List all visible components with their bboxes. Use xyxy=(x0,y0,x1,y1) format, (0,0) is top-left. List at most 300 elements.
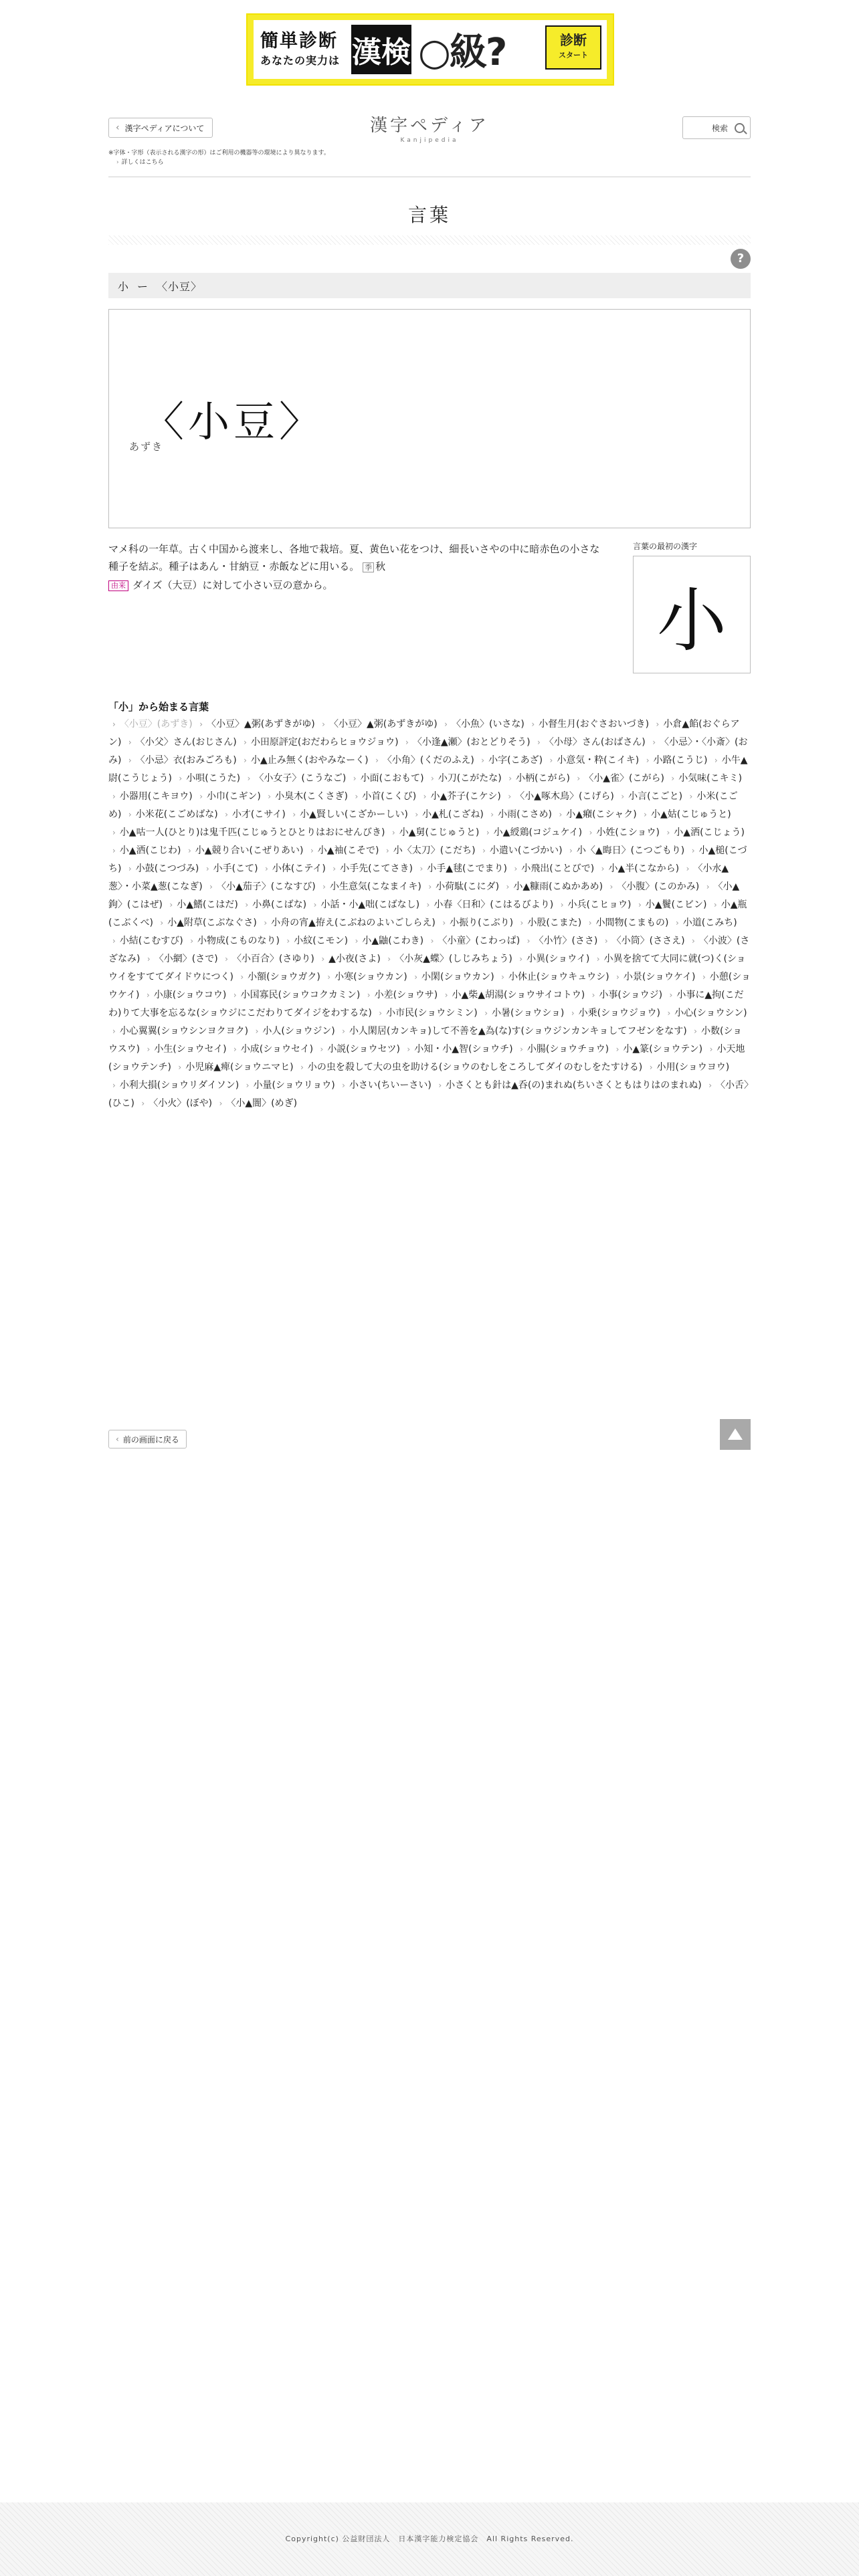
chevron-right-icon: › xyxy=(675,918,679,928)
related-word-label: 小春〈日和〉(こはるびより) xyxy=(434,899,554,910)
related-word-item[interactable] xyxy=(401,737,531,748)
season-mark: 季 xyxy=(363,562,374,572)
chevron-right-icon: › xyxy=(128,810,132,819)
related-word-item[interactable] xyxy=(108,827,385,838)
chevron-left-icon: ‹ xyxy=(116,122,120,133)
chevron-right-icon: › xyxy=(709,1045,713,1054)
related-word-item[interactable] xyxy=(338,1026,687,1037)
meaning-text: マメ科の一年草。古く中国から渡来し、各地で栽培。夏、黄色い花をつけ、細長いさやの中に暗赤色の小さな種子を結ぶ。種子はあん・甘納豆・赤飯などに用いる。 xyxy=(108,543,600,572)
related-word-item xyxy=(108,719,193,730)
related-word-item[interactable] xyxy=(415,863,507,874)
related-word-item[interactable] xyxy=(388,827,480,838)
chevron-right-icon: › xyxy=(591,990,595,1000)
related-word-item[interactable] xyxy=(351,791,416,802)
related-word-label: 〈小竹〉(ささ) xyxy=(534,936,598,946)
related-word-item[interactable] xyxy=(142,990,226,1000)
related-word-label: 小田原評定(おだわらヒョウジョウ) xyxy=(250,737,399,748)
related-word-item[interactable] xyxy=(124,737,237,748)
chevron-right-icon: › xyxy=(405,738,409,747)
search-icon xyxy=(735,123,745,133)
related-word-label: 小〈▲晦日〉(こつごもり) xyxy=(576,845,685,856)
related-word-item[interactable] xyxy=(382,845,476,856)
chevron-right-icon: › xyxy=(342,1081,345,1090)
related-word-label: 〈小波〉(さざなみ) xyxy=(108,936,750,964)
chevron-right-icon: › xyxy=(225,954,228,964)
chevron-right-icon: › xyxy=(419,864,423,873)
chevron-right-icon: › xyxy=(508,792,512,801)
chevron-right-icon: › xyxy=(313,900,317,909)
related-word-item[interactable] xyxy=(510,863,594,874)
related-word-item[interactable] xyxy=(229,990,360,1000)
chevron-right-icon: › xyxy=(112,1081,116,1090)
related-word-label: 小手(こて) xyxy=(213,863,258,874)
chevron-right-icon: › xyxy=(264,918,268,928)
related-word-label: 小手▲毬(こでまり) xyxy=(427,863,507,874)
chevron-right-icon: › xyxy=(484,1008,488,1018)
chevron-right-icon: › xyxy=(310,846,314,855)
banner-kyu-label: ○級? xyxy=(418,31,506,74)
related-word-item[interactable] xyxy=(527,719,649,730)
related-word-item[interactable] xyxy=(375,1008,477,1018)
first-kanji-panel xyxy=(633,540,751,673)
chevron-right-icon: › xyxy=(609,882,613,891)
related-word-label: 小言(こごと) xyxy=(628,791,683,802)
chevron-right-icon: › xyxy=(147,1045,151,1054)
help-icon[interactable]: ? xyxy=(731,249,751,269)
related-word-item[interactable] xyxy=(282,936,348,946)
related-word-item[interactable] xyxy=(328,863,413,874)
related-word-label: 小▲鼬(こわき) xyxy=(362,936,424,946)
related-word-label: 小荷駄(こにダ) xyxy=(436,881,500,892)
related-word-item[interactable] xyxy=(419,791,501,802)
origin-text: ダイズ（大豆）に対して小さい豆の意から。 xyxy=(132,579,333,591)
related-word-label: 〈小魚〉(いさな) xyxy=(451,719,524,730)
related-word-label: 小▲糠雨(こぬかあめ) xyxy=(513,881,603,892)
related-word-item[interactable] xyxy=(351,936,424,946)
related-word-item[interactable] xyxy=(585,918,669,928)
related-word-item[interactable] xyxy=(555,809,636,820)
chevron-right-icon: › xyxy=(589,828,593,837)
related-word-item[interactable] xyxy=(423,899,554,910)
chevron-right-icon: › xyxy=(571,1008,575,1018)
scroll-to-top-icon[interactable] xyxy=(720,1419,751,1450)
chevron-right-icon: › xyxy=(322,882,326,891)
related-word-item[interactable] xyxy=(165,899,238,910)
related-word-label: 小話・小▲咄(こばなし) xyxy=(320,899,420,910)
related-word-item[interactable] xyxy=(601,936,685,946)
related-word-item[interactable] xyxy=(310,899,420,910)
related-word-item[interactable] xyxy=(567,1008,660,1018)
related-word-label: 小気味(こキミ) xyxy=(678,773,743,784)
chevron-right-icon: › xyxy=(508,774,512,783)
related-word-item[interactable] xyxy=(221,954,314,964)
related-word-label: 小康(ショウコウ) xyxy=(153,990,227,1000)
chevron-right-icon: › xyxy=(549,756,553,765)
related-word-item[interactable] xyxy=(124,863,199,874)
related-word-item[interactable] xyxy=(410,972,494,982)
related-word-label: 〈小腹〉(このかみ) xyxy=(617,881,700,892)
related-word-label: 小説(ショウセツ) xyxy=(327,1044,400,1055)
chevron-right-icon: › xyxy=(638,900,642,909)
related-word-item[interactable] xyxy=(318,719,438,730)
footer-copyright: Copyright(c) 公益財団法人 日本漢字能力検定協会 All Rights Reserved. xyxy=(285,2535,574,2543)
related-word-item[interactable] xyxy=(195,719,315,730)
related-word-label: 小米花(こごめばな) xyxy=(135,809,218,820)
related-word-label: 小米(こごめ) xyxy=(108,791,738,820)
related-word-item[interactable] xyxy=(504,773,570,784)
chevron-right-icon: › xyxy=(601,864,605,873)
related-word-item[interactable] xyxy=(565,845,684,856)
chevron-right-icon: › xyxy=(531,720,535,729)
related-word-item[interactable] xyxy=(240,737,398,748)
glyph-notice-text: ※字体・字形（表示される漢字の形）はご利用の機器等の環境により異なります。 xyxy=(108,150,330,156)
related-word-item[interactable] xyxy=(108,845,181,856)
related-word-label: 小閑(ショウカン) xyxy=(421,972,494,982)
chevron-right-icon: › xyxy=(520,918,524,928)
related-word-label: 小乗(ショウジョウ) xyxy=(578,1008,661,1018)
back-label: 前の画面に戻る xyxy=(122,1434,179,1444)
related-word-label: 小柄(こがら) xyxy=(516,773,570,784)
related-word-item[interactable] xyxy=(316,1044,400,1055)
related-word-item[interactable] xyxy=(323,972,407,982)
chevron-right-icon: › xyxy=(187,846,191,855)
related-word-item[interactable] xyxy=(434,1080,701,1091)
related-word-label: 小鼓(こつづみ) xyxy=(135,863,199,874)
related-word-label: 小事に▲拘(こだわ)りて大事を忘るな(ショウジにこだわりてダイジをわするな) xyxy=(108,990,744,1018)
glyph-notice-more-label: 詳しくはこちら xyxy=(121,159,164,166)
related-word-item[interactable] xyxy=(557,899,632,910)
related-word-item[interactable] xyxy=(672,918,737,928)
related-word-label: 小巾(こギン) xyxy=(207,791,261,802)
chevron-right-icon: › xyxy=(286,936,290,946)
chevron-right-icon: › xyxy=(116,159,119,166)
related-word-label: 小▲鰭(こはだ) xyxy=(177,899,238,910)
breadcrumb-kanji[interactable]: 小 xyxy=(118,280,130,293)
related-word-label: 小唄(こうた) xyxy=(186,773,241,784)
chevron-right-icon: › xyxy=(245,900,249,909)
related-word-label: 小景(ショウケイ) xyxy=(623,972,696,982)
related-word-label: 小▲芥子(こケシ) xyxy=(430,791,501,802)
related-word-item[interactable] xyxy=(318,881,421,892)
related-word-label: 小異(ショウイ) xyxy=(527,954,590,964)
related-words-title: 「小」から始まる言葉 xyxy=(108,701,209,713)
related-word-item[interactable] xyxy=(646,1062,729,1073)
related-word-label: 小児麻▲痺(ショウニマヒ) xyxy=(185,1062,294,1073)
chevron-right-icon: › xyxy=(569,846,573,855)
related-word-label: 〈小女子〉(こうなご) xyxy=(254,773,347,784)
chevron-right-icon: › xyxy=(244,738,247,747)
meaning-paragraph xyxy=(108,540,603,576)
related-word-item[interactable] xyxy=(242,1080,335,1091)
related-word-item[interactable] xyxy=(143,954,218,964)
word-display-box xyxy=(108,309,751,528)
related-word-item[interactable] xyxy=(612,1044,703,1055)
related-word-item[interactable] xyxy=(108,1080,239,1091)
related-word-item[interactable] xyxy=(124,809,218,820)
related-word-label: 〈小火〉(ぼや) xyxy=(149,1098,213,1109)
chevron-right-icon: › xyxy=(486,828,490,837)
related-word-item[interactable] xyxy=(264,791,348,802)
related-word-item[interactable] xyxy=(667,773,742,784)
related-word-item[interactable] xyxy=(363,990,438,1000)
chevron-right-icon: › xyxy=(332,864,337,873)
related-word-label: 〈小豆〉(あずき) xyxy=(119,719,193,730)
related-word-item[interactable] xyxy=(174,1062,293,1073)
related-word-item[interactable] xyxy=(515,954,589,964)
chevron-right-icon: › xyxy=(527,936,531,946)
chevron-right-icon: › xyxy=(414,972,418,982)
related-word-item[interactable] xyxy=(202,863,258,874)
word-meaning xyxy=(108,540,603,594)
chevron-right-icon: › xyxy=(265,864,268,873)
related-word-item[interactable] xyxy=(205,881,316,892)
related-word-item[interactable] xyxy=(573,773,664,784)
related-word-item[interactable] xyxy=(124,755,237,766)
related-word-label: 小飛出(ことびで) xyxy=(521,863,595,874)
related-word-label: 〈小▲闇〉(めぎ) xyxy=(226,1098,298,1109)
related-word-label: 小兵(こヒョウ) xyxy=(567,899,632,910)
related-word-item[interactable] xyxy=(597,863,680,874)
chevron-right-icon: › xyxy=(233,990,237,1000)
related-word-label: 小知・小▲智(ショウチ) xyxy=(414,1044,513,1055)
related-word-item[interactable] xyxy=(240,755,369,766)
related-word-item[interactable] xyxy=(244,773,347,784)
related-word-label: 小▲半(こなから) xyxy=(608,863,680,874)
related-word-label: 〈小豆〉▲粥(あずきがゆ) xyxy=(328,719,438,730)
related-word-label: 小利大損(ショウリダイソン) xyxy=(119,1080,240,1091)
site-logo[interactable] xyxy=(348,115,511,144)
search-button[interactable] xyxy=(682,116,751,139)
related-word-label: 小休止(ショウキュウシ) xyxy=(508,972,609,982)
related-word-item[interactable] xyxy=(662,827,745,838)
chevron-right-icon: › xyxy=(355,936,359,946)
related-word-item[interactable] xyxy=(184,845,304,856)
related-word-item[interactable] xyxy=(288,809,408,820)
related-word-label: 小遣い(こづかい) xyxy=(489,845,563,856)
chevron-right-icon: › xyxy=(671,774,675,783)
related-word-label: 小▲鬢(こビン) xyxy=(645,899,707,910)
chevron-right-icon: › xyxy=(559,810,563,819)
related-word-label: ▲小夜(さよ) xyxy=(328,954,381,964)
origin-badge: 由来 xyxy=(108,580,128,591)
related-word-item[interactable] xyxy=(427,936,520,946)
related-word-label: 〈小父〉さん(おじさん) xyxy=(135,737,237,748)
related-word-label: 小寒(ショウカン) xyxy=(335,972,407,982)
related-word-item[interactable] xyxy=(261,863,326,874)
related-word-label: 小姓(こショウ) xyxy=(596,827,660,838)
related-word-label: 小倉▲餡(おぐらアン) xyxy=(108,719,740,748)
chevron-right-icon: › xyxy=(520,1045,523,1054)
kanken-diagnosis-banner[interactable] xyxy=(246,13,614,86)
related-word-item[interactable] xyxy=(137,1098,212,1109)
related-word-label: 小面(こおもて) xyxy=(360,773,424,784)
chevron-right-icon: › xyxy=(708,1081,712,1090)
chevron-left-icon: ‹ xyxy=(116,1434,119,1444)
related-word-label: 〈小舌〉(ひこ) xyxy=(108,1080,749,1109)
related-word-item[interactable] xyxy=(606,881,700,892)
related-word-label: 小額(ショウガク) xyxy=(248,972,320,982)
related-word-item[interactable] xyxy=(634,899,707,910)
chevron-right-icon: › xyxy=(375,756,379,765)
chevron-right-icon: › xyxy=(415,810,419,819)
glyph-notice-more-link[interactable] xyxy=(108,158,330,167)
word-heading: 〈小豆〉 xyxy=(142,397,325,446)
related-word-item[interactable] xyxy=(516,918,582,928)
logo-ja: 漢字ペディア xyxy=(370,116,489,136)
related-word-item[interactable] xyxy=(143,1044,227,1055)
related-word-item[interactable] xyxy=(486,809,552,820)
related-word-item[interactable] xyxy=(411,809,484,820)
related-word-item[interactable] xyxy=(640,809,731,820)
chevron-right-icon: › xyxy=(644,810,647,819)
related-word-item[interactable] xyxy=(241,899,306,910)
related-word-item[interactable] xyxy=(252,1026,335,1037)
chevron-right-icon: › xyxy=(240,972,244,982)
chevron-right-icon: › xyxy=(391,828,395,837)
chevron-right-icon: › xyxy=(128,864,132,873)
related-word-item[interactable] xyxy=(502,881,603,892)
chevron-right-icon: › xyxy=(616,972,619,982)
related-word-item[interactable] xyxy=(317,954,381,964)
related-word-label: 小器用(こキヨウ) xyxy=(119,791,193,802)
related-word-label: 小人(ショウジン) xyxy=(262,1026,335,1037)
chevron-right-icon: › xyxy=(713,900,717,909)
related-word-item[interactable] xyxy=(642,755,708,766)
related-word-label: 小▲瓶(こぶくべ) xyxy=(108,899,747,928)
banner-left xyxy=(254,30,347,69)
related-word-label: 〈小▲雀〉(こがら) xyxy=(584,773,664,784)
related-word-item[interactable] xyxy=(663,1008,747,1018)
related-word-item[interactable] xyxy=(440,719,524,730)
related-word-item[interactable] xyxy=(371,755,474,766)
related-word-label: 小▲咕一人(ひとり)は鬼千匹(こじゅうとひとりはおにせんびき) xyxy=(119,827,385,838)
chevron-right-icon: › xyxy=(686,864,690,873)
chevron-right-icon: › xyxy=(321,954,325,964)
chevron-right-icon: › xyxy=(169,900,173,909)
breadcrumb-separator: ー xyxy=(137,280,149,293)
related-word-item[interactable] xyxy=(349,773,424,784)
breadcrumb xyxy=(108,273,751,298)
breadcrumb-word: 〈小豆〉 xyxy=(157,280,203,293)
related-word-item[interactable] xyxy=(108,936,183,946)
related-word-label: 小〈太刀〉(こだち) xyxy=(393,845,476,856)
related-word-label: 〈小▲啄木鳥〉(こげら) xyxy=(515,791,614,802)
banner-start-line2: スタート xyxy=(559,51,588,60)
chevron-right-icon: › xyxy=(199,792,203,801)
chevron-right-icon: › xyxy=(244,756,247,765)
chevron-right-icon: › xyxy=(387,954,391,964)
related-word-item[interactable] xyxy=(383,954,512,964)
related-word-label: 小市民(ショウシミン) xyxy=(386,1008,478,1018)
first-kanji-link[interactable]: 小 xyxy=(633,556,751,673)
chevron-right-icon: › xyxy=(649,1063,653,1072)
related-word-item[interactable] xyxy=(588,990,662,1000)
related-word-item[interactable] xyxy=(236,972,320,982)
related-word-item[interactable] xyxy=(617,791,682,802)
related-word-item[interactable] xyxy=(533,737,646,748)
related-word-item[interactable] xyxy=(441,990,585,1000)
chevron-right-icon: › xyxy=(667,1008,671,1018)
related-word-item[interactable] xyxy=(546,755,640,766)
related-word-item[interactable] xyxy=(477,755,543,766)
chevron-right-icon: › xyxy=(112,1027,116,1036)
banner-start-button[interactable] xyxy=(545,25,601,70)
chevron-right-icon: › xyxy=(444,720,448,729)
related-word-label: 〈小豆〉▲粥(あずきがゆ) xyxy=(207,719,315,730)
chevron-right-icon: › xyxy=(490,810,494,819)
chevron-right-icon: › xyxy=(112,936,116,946)
related-word-item[interactable] xyxy=(296,1062,642,1073)
back-button[interactable] xyxy=(108,1430,187,1448)
related-word-item[interactable] xyxy=(221,809,286,820)
first-kanji-label: 言葉の最初の漢字 xyxy=(633,542,698,551)
related-word-item[interactable] xyxy=(229,1044,313,1055)
related-word-label: 小▲賢しい(こざかーしい) xyxy=(300,809,408,820)
related-word-item[interactable] xyxy=(585,827,660,838)
related-word-item[interactable] xyxy=(504,791,614,802)
related-word-item[interactable] xyxy=(215,1098,298,1109)
related-word-label: 小人閑居(カンキョ)して不善を▲為(な)す(ショウジンカンキョしてフゼンをなす) xyxy=(349,1026,687,1037)
word-reading: あずき xyxy=(129,441,164,453)
related-word-item[interactable] xyxy=(497,972,609,982)
chevron-right-icon: › xyxy=(596,954,600,964)
related-word-label: 小才(こサイ) xyxy=(231,809,286,820)
chevron-right-icon: › xyxy=(190,936,194,946)
related-word-item[interactable] xyxy=(424,881,499,892)
chevron-right-icon: › xyxy=(355,792,359,801)
related-word-item[interactable] xyxy=(186,936,280,946)
related-word-label: 小生意気(こなまイキ) xyxy=(329,881,421,892)
related-word-item[interactable] xyxy=(156,918,257,928)
chevron-right-icon: › xyxy=(246,1081,250,1090)
related-word-label: 〈小母〉さん(おばさん) xyxy=(544,737,646,748)
related-word-item[interactable] xyxy=(108,791,193,802)
chevron-right-icon: › xyxy=(706,882,710,891)
page-title: 言葉 xyxy=(407,204,451,226)
chevron-right-icon: › xyxy=(112,846,116,855)
related-word-item[interactable] xyxy=(338,1080,432,1091)
related-word-item[interactable] xyxy=(516,1044,609,1055)
related-word-item[interactable] xyxy=(482,827,582,838)
related-word-label: 〈小忌〉・〈小斎〉(おみ) xyxy=(108,737,748,766)
related-word-item[interactable] xyxy=(478,845,562,856)
related-word-item[interactable] xyxy=(108,1026,248,1037)
related-word-label: 〈小百合〉(さゆり) xyxy=(231,954,314,964)
related-word-item[interactable] xyxy=(403,1044,512,1055)
chevron-right-icon: › xyxy=(438,1081,442,1090)
related-word-item[interactable] xyxy=(438,918,513,928)
related-word-label: 小さい(ちいーさい) xyxy=(349,1080,432,1091)
related-word-label: 小刀(こがたな) xyxy=(438,773,502,784)
chevron-right-icon: › xyxy=(367,990,371,1000)
related-word-item[interactable] xyxy=(612,972,695,982)
chevron-right-icon: › xyxy=(646,756,650,765)
related-word-label: 小間物(こまもの) xyxy=(595,918,669,928)
related-word-item[interactable] xyxy=(523,936,598,946)
related-word-item[interactable] xyxy=(480,1008,564,1018)
about-kanjipedia-button[interactable] xyxy=(108,118,213,138)
related-word-item[interactable] xyxy=(306,845,379,856)
related-word-item[interactable] xyxy=(427,773,502,784)
chevron-right-icon: › xyxy=(615,1045,619,1054)
related-word-item[interactable] xyxy=(260,918,436,928)
chevron-right-icon: › xyxy=(621,792,625,801)
related-word-label: 〈小水▲葱〉・小菜▲葱(こなぎ) xyxy=(108,863,729,892)
related-word-label: 小天地(ショウテンチ) xyxy=(108,1044,745,1073)
related-word-item[interactable] xyxy=(175,773,240,784)
chevron-right-icon: › xyxy=(407,1045,411,1054)
related-word-item[interactable] xyxy=(195,791,261,802)
